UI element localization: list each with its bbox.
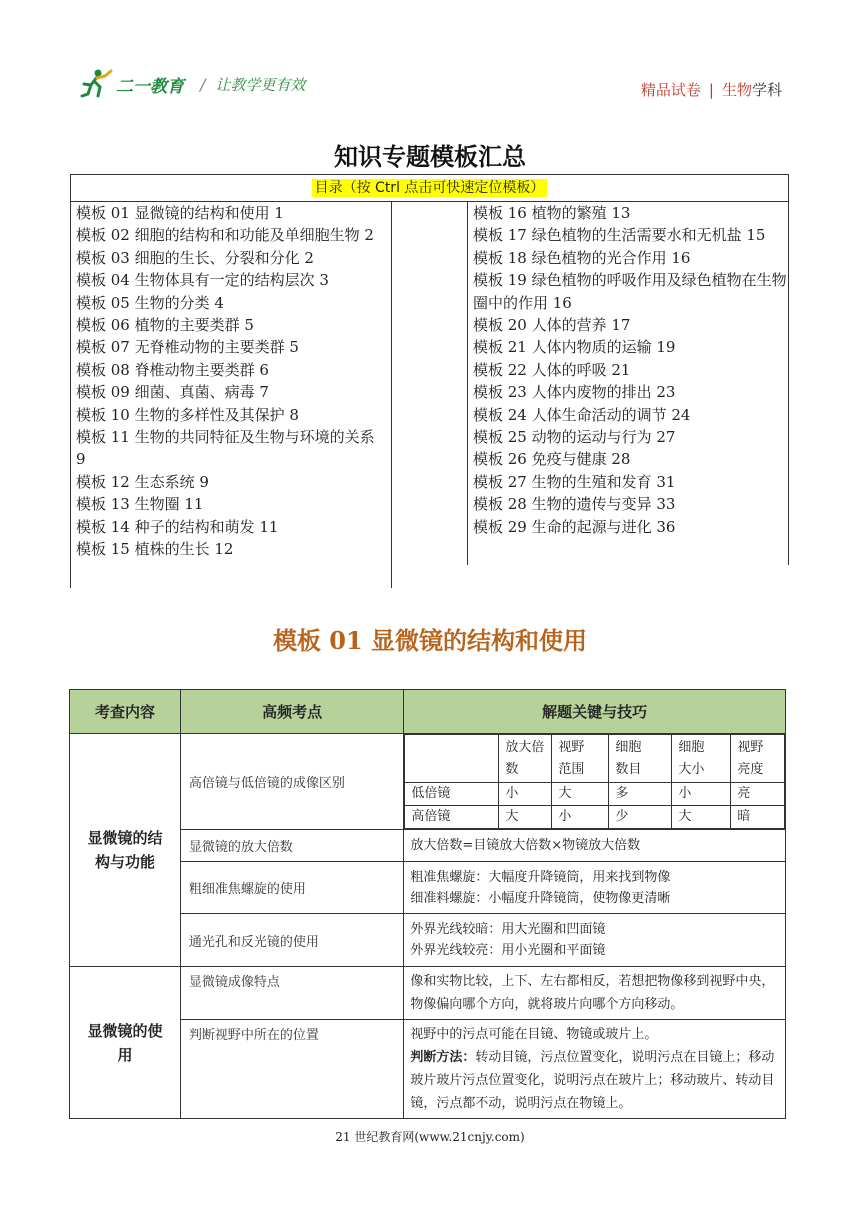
point-cell: 通光孔和反光镜的使用: [180, 914, 403, 967]
point-cell: 粗细准焦螺旋的使用: [180, 862, 403, 914]
column-header: 解题关键与技巧: [404, 690, 786, 734]
detail-cell: [404, 734, 786, 830]
detail-cell: 像和实物比较，上下、左右都相反，若想把物像移到视野中央，物像偏向哪个方向，就将玻片向哪个方向移动。: [404, 967, 786, 1020]
table-header-row: [70, 690, 786, 734]
point-cell: 判断视野中所在的位置: [180, 1020, 403, 1119]
column-header: 高频考点: [180, 690, 403, 734]
toc-link[interactable]: 模板 17 绿色植物的生活需要水和无机盐 15: [473, 226, 766, 245]
toc-link[interactable]: 模板 11 生物的共同特征及生物与环境的关系 9: [76, 428, 375, 469]
comparison-cell: [405, 735, 499, 783]
comparison-cell: 放大倍数: [499, 735, 552, 783]
header-subject: [641, 79, 782, 100]
comparison-row: [405, 806, 785, 829]
toc-link[interactable]: 模板 25 动物的运动与行为 27: [473, 428, 676, 447]
method-label: 判断方法：: [410, 1050, 476, 1065]
toc-link[interactable]: 模板 15 植株的生长 12: [76, 540, 234, 559]
section-title: 模板 01 显微镜的结构和使用: [272, 626, 588, 655]
toc-link[interactable]: 模板 07 无脊椎动物的主要类群 5: [76, 338, 299, 357]
runner-icon: [78, 68, 114, 100]
comparison-cell: 少: [609, 806, 672, 829]
comparison-cell: 小: [672, 783, 731, 806]
toc-link[interactable]: 模板 02 细胞的结构和和功能及单细胞生物 2: [76, 226, 374, 245]
comparison-cell: 视野范围: [552, 735, 609, 783]
toc-link[interactable]: 模板 14 种子的结构和萌发 11: [76, 517, 279, 536]
comparison-cell: 大: [672, 806, 731, 829]
toc-heading: [70, 174, 789, 202]
toc-divider-2: [467, 202, 468, 565]
toc-link[interactable]: 模板 22 人体的呼吸 21: [473, 360, 631, 379]
toc-link[interactable]: 模板 06 植物的主要类群 5: [76, 316, 254, 335]
detail-cell: 视野中的污点可能在目镜、物镜或玻片上。 判断方法：转动目镜，污点位置变化，说明污点在目镜上；移动玻片玻片污点位置变化，说明污点在玻片上；移动玻片、转动目镜，污点都不动，说明污点在物镜上。: [404, 1020, 786, 1119]
brand-name: 二一教育: [116, 76, 184, 97]
comparison-row: [405, 783, 785, 806]
table-of-contents: [70, 174, 789, 588]
column-header: 考查内容: [70, 690, 181, 734]
comparison-cell: 小: [499, 783, 552, 806]
detail-cell: 粗准焦螺旋：大幅度升降镜筒，用来找到物像 细准料螺旋：小幅度升降镜筒，使物像更清晰: [404, 862, 786, 914]
comparison-header-row: [405, 735, 785, 783]
page-header: [78, 68, 788, 108]
comparison-cell: 小: [552, 806, 609, 829]
header-label-premium: 精品试卷: [640, 81, 701, 99]
toc-link[interactable]: 模板 03 细胞的生长、分裂和分化 2: [76, 248, 314, 267]
toc-link[interactable]: 模板 09 细菌、真菌、病毒 7: [76, 383, 269, 402]
toc-link[interactable]: 模板 04 生物体具有一定的结构层次 3: [76, 271, 329, 290]
toc-link[interactable]: 模板 27 生物的生殖和发育 31: [473, 472, 676, 491]
toc-link[interactable]: 模板 13 生物圈 11: [76, 495, 204, 514]
detail-cell: 放大倍数=目镜放大倍数×物镜放大倍数: [404, 830, 786, 862]
table-row: [70, 734, 786, 830]
detail-cell: 外界光线较暗：用大光圈和凹面镜 外界光线较亮：用小光圈和平面镜: [404, 914, 786, 967]
header-label-discipline: 学科: [751, 81, 782, 99]
toc-link[interactable]: 模板 05 生物的分类 4: [76, 293, 224, 312]
comparison-cell: 高倍镜: [405, 806, 499, 829]
toc-heading-text: 目录（按 Ctrl 点击可快速定位模板）: [312, 179, 548, 197]
category-cell: 显微镜的结构与功能: [70, 734, 181, 967]
toc-body: [70, 202, 789, 588]
point-cell: 显微镜的放大倍数: [180, 830, 403, 862]
comparison-cell: 大: [552, 783, 609, 806]
page-title: 知识专题模板汇总: [334, 142, 526, 171]
toc-divider-1: [391, 202, 392, 588]
toc-link[interactable]: 模板 19 绿色植物的呼吸作用及绿色植物在生物圈中的作用 16: [473, 271, 787, 312]
knowledge-table: [69, 689, 786, 1119]
toc-link[interactable]: 模板 18 绿色植物的光合作用 16: [473, 248, 691, 267]
toc-column-left: [76, 202, 388, 561]
comparison-cell: 亮: [731, 783, 785, 806]
comparison-cell: 大: [499, 806, 552, 829]
comparison-cell: 细胞大小: [672, 735, 731, 783]
comparison-cell: 细胞数目: [609, 735, 672, 783]
toc-link[interactable]: 模板 12 生态系统 9: [76, 472, 209, 491]
table-row: [70, 967, 786, 1020]
brand-logo: [78, 68, 305, 100]
header-label-subject: 生物: [721, 81, 752, 99]
toc-link[interactable]: 模板 21 人体内物质的运输 19: [473, 338, 676, 357]
toc-link[interactable]: 模板 29 生命的起源与进化 36: [473, 517, 676, 536]
toc-link[interactable]: 模板 23 人体内废物的排出 23: [473, 383, 676, 402]
comparison-cell: 低倍镜: [405, 783, 499, 806]
comparison-table: [404, 734, 785, 829]
brand-slogan: 让教学更有效: [215, 75, 306, 94]
point-cell: 显微镜成像特点: [180, 967, 403, 1020]
header-separator: |: [708, 81, 714, 99]
toc-link[interactable]: 模板 08 脊椎动物主要类群 6: [76, 360, 269, 379]
page-footer: 21 世纪教育网(www.21cnjy.com): [335, 1130, 525, 1144]
toc-link[interactable]: 模板 16 植物的繁殖 13: [473, 204, 631, 222]
toc-link[interactable]: 模板 24 人体生命活动的调节 24: [473, 405, 691, 424]
toc-link[interactable]: 模板 10 生物的多样性及其保护 8: [76, 405, 299, 424]
toc-link[interactable]: 模板 26 免疫与健康 28: [473, 450, 631, 469]
toc-link[interactable]: 模板 01 显微镜的结构和使用 1: [76, 204, 284, 222]
toc-column-right: [473, 202, 789, 538]
category-cell: 显微镜的使用: [70, 967, 181, 1119]
toc-link[interactable]: 模板 28 生物的遗传与变异 33: [473, 495, 676, 514]
comparison-cell: 多: [609, 783, 672, 806]
comparison-cell: 视野亮度: [731, 735, 785, 783]
comparison-cell: 暗: [731, 806, 785, 829]
toc-link[interactable]: 模板 20 人体的营养 17: [473, 316, 631, 335]
toc-border-left: [70, 202, 71, 588]
logo-divider: /: [200, 74, 206, 94]
point-cell: 高倍镜与低倍镜的成像区别: [180, 734, 403, 830]
